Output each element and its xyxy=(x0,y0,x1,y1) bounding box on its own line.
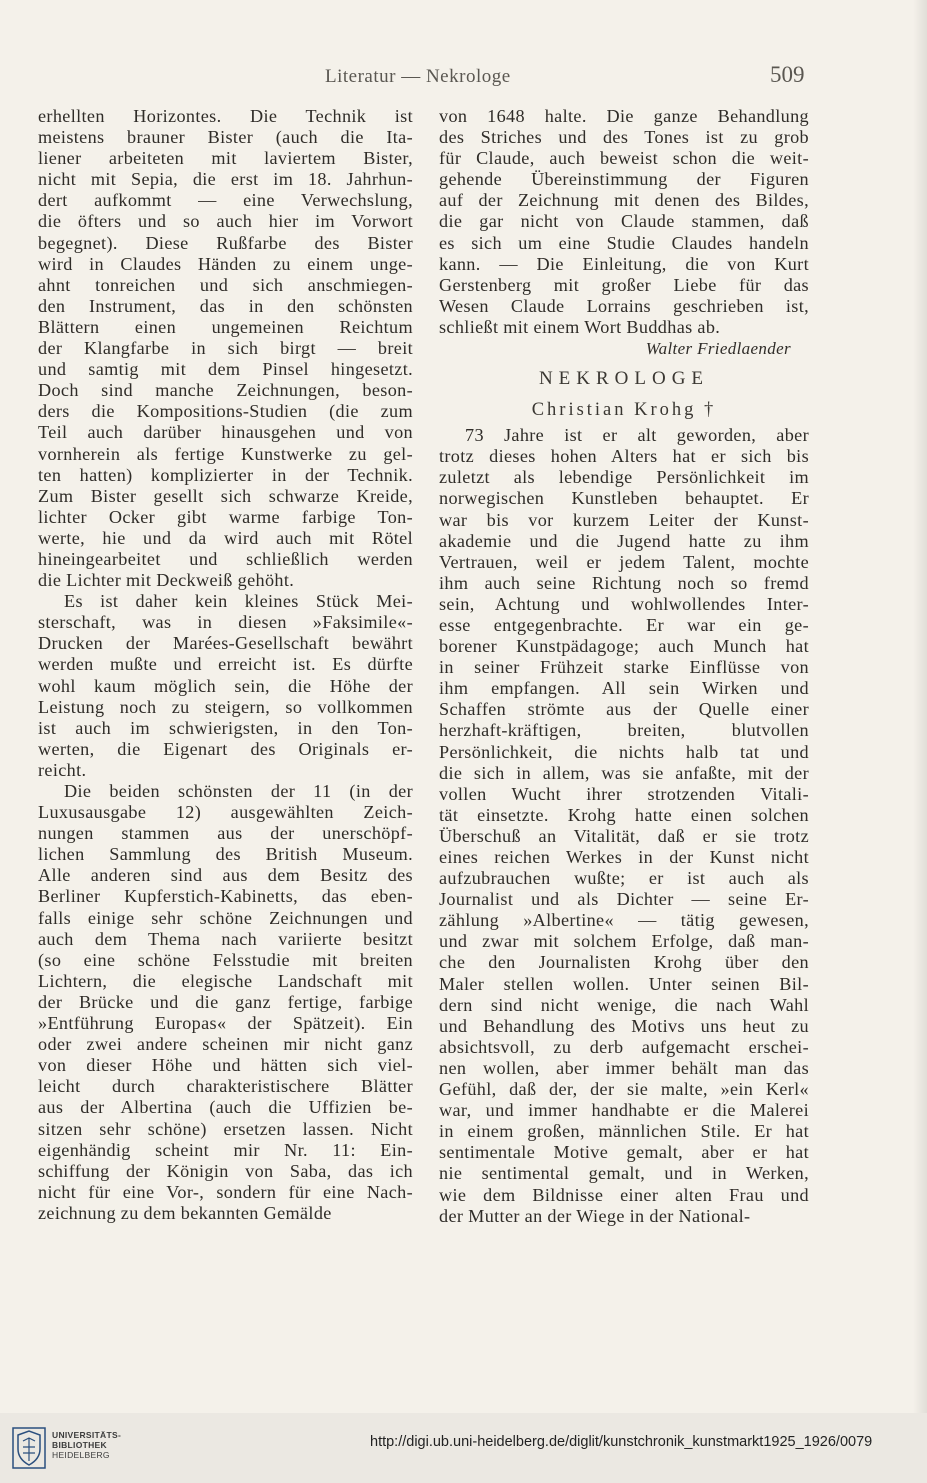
text-line: aufzubrauchen wußte; er ist auch als xyxy=(439,868,809,889)
obituary-text xyxy=(439,425,809,1227)
text-line: ihm auch seine Richtung noch so fremd xyxy=(439,572,809,593)
text-line: die sich in allem, was sie anfaßte, mit der xyxy=(439,762,809,783)
text-line: aus der Albertina (auch die Uffizien be- xyxy=(38,1097,413,1118)
text-line: kann. — Die Einleitung, die von Kurt xyxy=(439,253,809,274)
right-column xyxy=(439,106,809,1227)
text-line: tät einsetzte. Krohg hatte einen solchen xyxy=(439,804,809,825)
text-line: Persönlichkeit, die nichts halb tat und xyxy=(439,741,809,762)
text-line: der Klangfarbe in sich birgt — breit xyxy=(38,338,413,359)
text-line: den Instrument, das in den schönsten xyxy=(38,295,413,316)
text-line: schiffung der Königin von Saba, das ich xyxy=(38,1160,413,1181)
text-line: Blättern einen ungemeinen Reichtum xyxy=(38,316,413,337)
text-line: wird in Claudes Händen zu einem unge- xyxy=(38,253,413,274)
text-line: Vertrauen, weil er jedem Talent, mochte xyxy=(439,551,809,572)
text-line: che den Journalisten Krohg über den xyxy=(439,952,809,973)
text-line: dert aufkommt — eine Verwechslung, xyxy=(38,190,413,211)
text-line: Leistung noch zu steigern, so vollkommen xyxy=(38,696,413,717)
text-line: für Claude, auch beweist schon die weit- xyxy=(439,148,809,169)
text-line: oder zwei andere scheinen mir nicht ganz xyxy=(38,1034,413,1055)
text-line: sentimentale Motive gemalt, aber er hat xyxy=(439,1142,809,1163)
text-line: »Entführung Europas« der Spätzeit). Ein xyxy=(38,1013,413,1034)
text-line: wie dem Bildnisse einer alten Frau und xyxy=(439,1184,809,1205)
text-line: wohl kaum möglich sein, die Höhe der xyxy=(38,675,413,696)
text-line: Die beiden schönsten der 11 (in der xyxy=(64,781,413,801)
text-line: sterschaft, was in diesen »Faksimile«- xyxy=(38,612,413,633)
text-line: falls einige sehr schöne Zeichnungen und xyxy=(38,907,413,928)
text-line: zeichnung zu dem bekannten Gemälde xyxy=(38,1202,332,1223)
page-edge-shadow xyxy=(913,0,927,1413)
running-head xyxy=(0,62,927,92)
text-line: Doch sind manche Zeichnungen, beson- xyxy=(38,380,413,401)
library-name-line2: BIBLIOTHEK xyxy=(52,1440,107,1450)
text-line: zuletzt als lebendige Persönlichkeit im xyxy=(439,467,809,488)
text-line: liener arbeiteten mit laviertem Bister, xyxy=(38,148,413,169)
text-line: in einem großen, männlichen Stile. Er hat xyxy=(439,1121,809,1142)
text-line: in seiner Frühzeit starke Einflüsse von xyxy=(439,657,809,678)
text-line: werden mußte und erreicht ist. Es dürfte xyxy=(38,654,413,675)
text-line: Gefühl, daß der, der sie malte, »ein Kerl« xyxy=(439,1079,809,1100)
text-line: die Lichter mit Deckweiß gehöht. xyxy=(38,570,295,591)
library-name xyxy=(52,1430,121,1460)
text-line: absichtsvoll, zu derb aufgemacht erschei- xyxy=(439,1036,809,1057)
text-line: nicht mit Sepia, die erst im 18. Jahrhun- xyxy=(38,169,413,190)
text-line: Überschuß an Vitalität, daß er sie trotz xyxy=(439,825,809,846)
text-line: der Brücke und die ganz fertige, farbige xyxy=(38,991,413,1012)
text-line: Berliner Kupferstich-Kabinetts, das eben- xyxy=(38,886,413,907)
text-line: lichen Sammlung des British Museum. xyxy=(38,844,413,865)
text-line: Teil auch darüber hinausgehen und von xyxy=(38,422,413,443)
text-line: Wesen Claude Lorrains geschrieben ist, xyxy=(439,295,809,316)
text-line: sein, Achtung und wohlwollendes Inter- xyxy=(439,593,809,614)
permalink-url[interactable]: http://digi.ub.uni-heidelberg.de/diglit/kunstchronik_kunstmarkt1925_1926/0079 xyxy=(370,1434,873,1450)
text-line: ist auch im schwierigsten, in den Ton- xyxy=(38,717,413,738)
text-line: werten, die Eigenart des Originals er- xyxy=(38,738,413,759)
section-heading: NEKROLOGE xyxy=(538,368,710,390)
text-line: (so eine schöne Felsstudie mit breiten xyxy=(38,949,413,970)
library-name-line1: UNIVERSITÄTS- xyxy=(52,1430,122,1440)
text-line: Zum Bister gesellt sich schwarze Kreide, xyxy=(38,485,413,506)
text-line: Es ist daher kein kleines Stück Mei- xyxy=(64,591,413,612)
text-line: reicht. xyxy=(38,759,87,780)
text-line: lichter Ocker gibt warme farbige Ton- xyxy=(38,506,413,527)
text-line: nungen stammen aus der unerschöpf- xyxy=(38,823,413,844)
text-line: vollen Wucht ihrer strotzenden Vitali- xyxy=(439,783,809,804)
text-line: borener Kunstpädagoge; auch Munch hat xyxy=(439,636,809,657)
text-line: nie sentimental gemalt, und in Werken, xyxy=(439,1163,809,1184)
text-line: sitzen sehr schöne) ersetzen lassen. Nicht xyxy=(38,1118,413,1139)
text-line: der Mutter an der Wiege in der National- xyxy=(439,1205,751,1226)
text-line: leicht durch charakteristischere Blätter xyxy=(38,1076,413,1097)
text-line: herzhaft-kräftigen, breiten, blutvollen xyxy=(439,720,809,741)
text-line: erhellten Horizontes. Die Technik ist xyxy=(38,106,413,126)
text-line: Maler stellen wollen. Unter seinen Bil- xyxy=(439,973,809,994)
text-line: Schaffen strömte aus der Quelle einer xyxy=(439,699,809,720)
text-line: Lichtern, die elegische Landschaft mit xyxy=(38,970,413,991)
text-line: war bis vor kurzem Leiter der Kunst- xyxy=(439,509,809,530)
text-line: und zwar mit solchem Erfolge, daß man- xyxy=(439,931,809,952)
text-line: war, und immer handhabte er die Malerei xyxy=(439,1100,809,1121)
text-line: zählung »Albertine« — tätig gewesen, xyxy=(439,910,809,931)
review-signature: Walter Friedlaender xyxy=(645,339,791,359)
text-line: esse entgegenbrachte. Er war ein ge- xyxy=(439,614,809,635)
text-line: nicht für eine Vor-, sondern für eine Nach- xyxy=(38,1181,413,1202)
text-line: von dieser Höhe und hätten sich viel- xyxy=(38,1055,413,1076)
text-line: auf der Zeichnung mit denen des Bildes, xyxy=(439,190,809,211)
text-line: ten hatten) komplizierter in der Technik. xyxy=(38,464,413,485)
library-logo-icon xyxy=(12,1427,46,1469)
text-line: und Behandlung des Motivs uns heut zu xyxy=(439,1015,809,1036)
text-line: Gerstenberg mit großer Liebe für das xyxy=(439,274,809,295)
text-line: norwegischen Kunstleben behauptet. Er xyxy=(439,488,809,509)
text-line: akademie und die Jugend hatte zu ihm xyxy=(439,530,809,551)
text-line: Journalist und als Dichter — seine Er- xyxy=(439,889,809,910)
text-line: und samtig mit dem Pinsel hingesetzt. xyxy=(38,359,413,380)
text-line: vornherein als fertige Kunstwerke zu gel- xyxy=(38,443,413,464)
footer-bar xyxy=(0,1413,927,1483)
text-line: Drucken der Marées-Gesellschaft bewährt xyxy=(38,633,413,654)
text-line: dern sind nicht wenige, die nach Wahl xyxy=(439,994,809,1015)
obituary-title: Christian Krohg † xyxy=(531,400,717,421)
text-line: schließt mit einem Wort Buddhas ab. xyxy=(439,316,721,337)
text-line: des Striches und des Tones ist zu grob xyxy=(439,127,809,148)
left-column xyxy=(38,106,413,1224)
text-line: eines reichen Werkes in der Kunst nicht xyxy=(439,847,809,867)
text-line: 73 Jahre ist er alt geworden, aber xyxy=(465,425,809,446)
text-line: nen wollen, aber immer behält man das xyxy=(439,1057,809,1078)
text-line: begegnet). Diese Rußfarbe des Bister xyxy=(38,232,413,253)
page-number: 509 xyxy=(770,62,805,87)
review-text xyxy=(439,106,809,338)
text-line: gehende Übereinstimmung der Figuren xyxy=(439,169,809,190)
text-line: es sich um eine Studie Claudes handeln xyxy=(439,232,809,253)
library-name-line3: HEIDELBERG xyxy=(52,1450,110,1460)
text-line: ahnt tonreichen und sich anschmiegen- xyxy=(38,274,413,295)
text-line: die gar nicht von Claude stammen, daß xyxy=(439,211,809,232)
text-line: hineingearbeitet und schließlich werden xyxy=(38,548,413,569)
text-line: eigenhändig scheint mir Nr. 11: Ein- xyxy=(38,1139,413,1160)
text-line: trotz dieses hohen Alters hat er sich bis xyxy=(439,446,809,467)
text-line: auch dem Thema nach variierte besitzt xyxy=(38,928,413,949)
text-line: die öfters und so auch hier im Vorwort xyxy=(38,211,413,232)
text-line: werte, hie und da wird auch mit Rötel xyxy=(38,527,413,548)
running-head-title: Literatur — Nekrologe xyxy=(325,66,511,87)
text-line: ders die Kompositions-Studien (die zum xyxy=(38,401,413,422)
text-line: von 1648 halte. Die ganze Behandlung xyxy=(439,106,809,126)
text-line: Alle anderen sind aus dem Besitz des xyxy=(38,865,413,886)
text-line: ihm empfangen. All sein Wirken und xyxy=(439,678,809,699)
text-line: Luxusausgabe 12) ausgewählten Zeich- xyxy=(38,802,413,823)
text-line: meistens brauner Bister (auch die Ita- xyxy=(38,127,413,148)
